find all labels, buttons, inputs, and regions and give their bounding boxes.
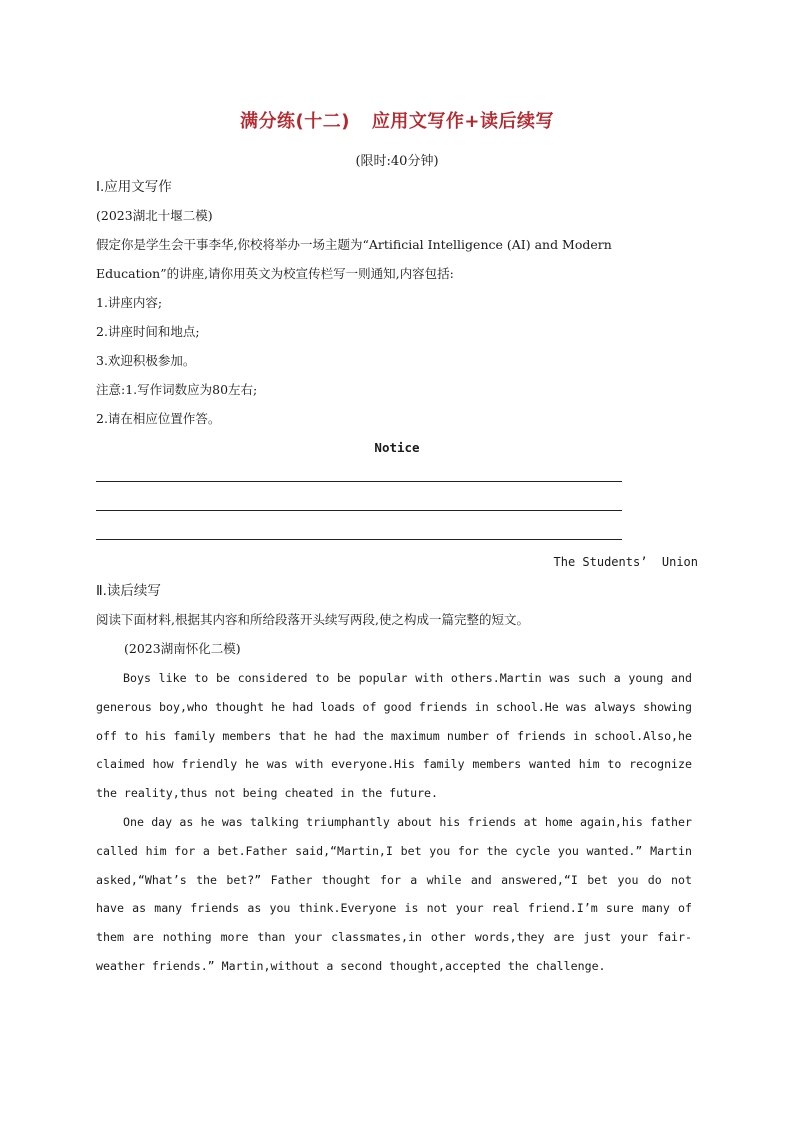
notice-title: Notice bbox=[374, 440, 420, 455]
section1-prompt-line1: 假定你是学生会干事李华,你校将举办一场主题为“Artificial Intelligence (AI) and Modern bbox=[96, 237, 612, 252]
answer-line bbox=[96, 481, 622, 482]
notice-signature: The Students’ Union bbox=[553, 555, 698, 569]
section1-item-1: 1.讲座内容; bbox=[96, 295, 163, 310]
section2-instruction: 阅读下面材料,根据其内容和所给段落开头续写两段,使之构成一篇完整的短文。 bbox=[96, 612, 529, 627]
section1-heading: Ⅰ.应用文写作 bbox=[96, 179, 172, 195]
story-paragraph-2: One day as he was talking triumphantly about his friends at home again,his father called him for a bet.Father said,“Martin,I bet you for the cycle you wanted.” Martin asked,“What’s the bet?” Father thought for a while and answered,“I bet you do not have as many friends as you think.Everyone is not your real friend.I’m sure many of them are nothing more than your classmates,in other words,they are just your fair-weather friends.” Martin,without a second thought,accepted the challenge. bbox=[96, 815, 692, 973]
section1-item-2: 2.讲座时间和地点; bbox=[96, 324, 200, 339]
answer-line bbox=[96, 510, 622, 511]
page-title bbox=[0, 107, 794, 133]
story-paragraph-1: Boys like to be considered to be popular with others.Martin was such a young and generous boy,who thought he had loads of good friends in school.He was always showing off to his family members that he had the maximum number of friends in school.Also,he claimed how friendly he was with everyone.His family members wanted him to recognize the reality,thus not being cheated in the future. bbox=[96, 671, 692, 801]
time-limit: (限时:40分钟) bbox=[355, 154, 439, 169]
section1-prompt-line2: Education”的讲座,请你用英文为校宣传栏写一则通知,内容包括: bbox=[96, 266, 454, 281]
section1-item-3: 3.欢迎积极参加。 bbox=[96, 353, 196, 368]
section1-source: (2023湖北十堰二模) bbox=[96, 208, 213, 223]
title-sub: 应用文写作+读后续写 bbox=[371, 111, 555, 132]
section2-source: (2023湖南怀化二模) bbox=[124, 641, 241, 656]
section1-note-1: 注意:1.写作词数应为80左右; bbox=[96, 382, 258, 397]
section1-note-2: 2.请在相应位置作答。 bbox=[96, 411, 221, 426]
section2-heading: Ⅱ.读后续写 bbox=[96, 583, 161, 599]
title-main: 满分练(十二) bbox=[239, 111, 350, 132]
answer-line bbox=[96, 539, 622, 540]
